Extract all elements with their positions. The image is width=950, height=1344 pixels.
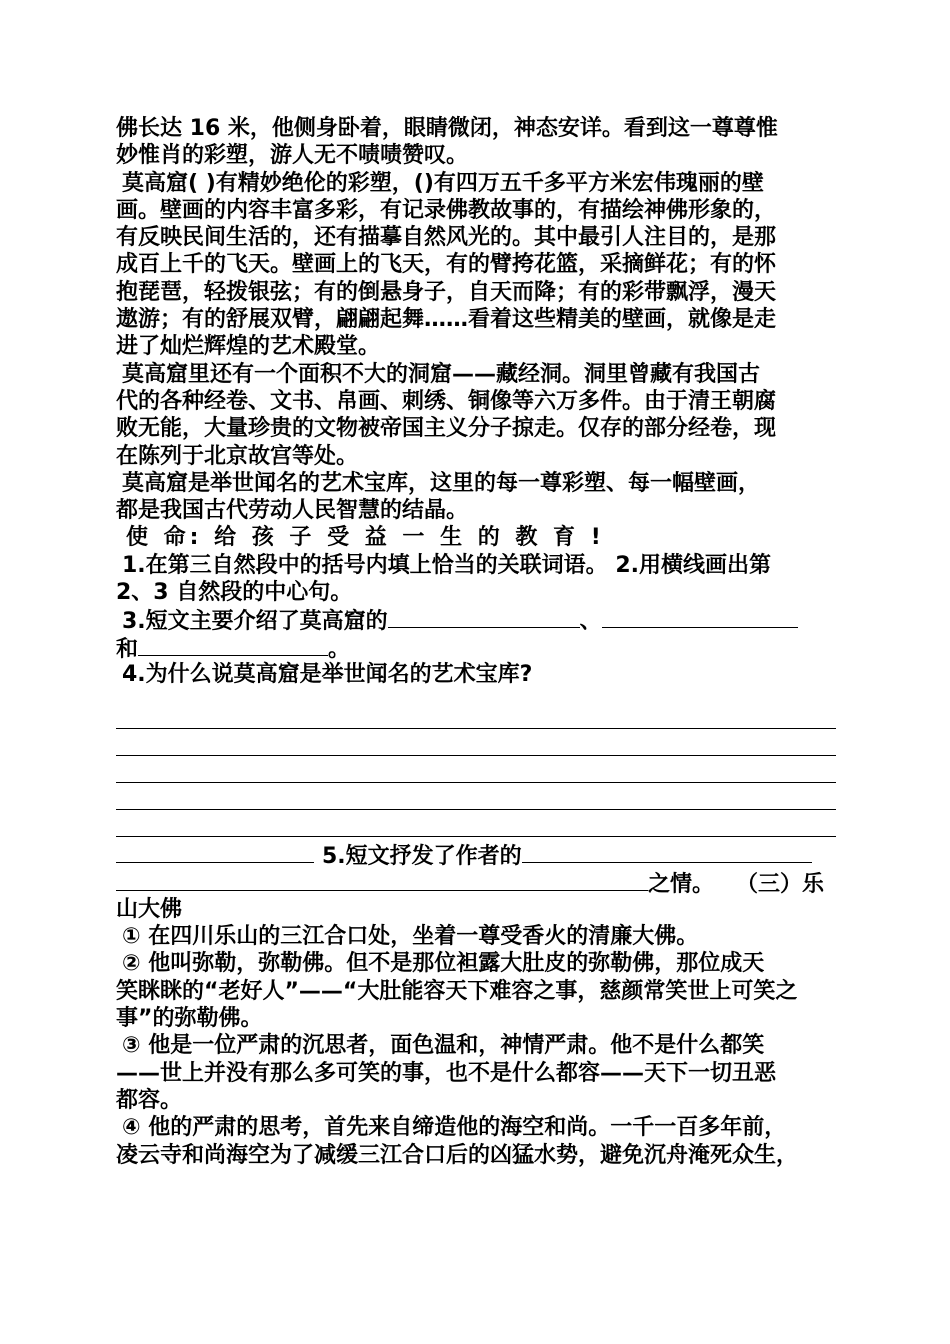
answer-line-2[interactable] xyxy=(116,729,836,756)
question-5-end: 之情。 xyxy=(648,871,715,897)
answer-blank-4[interactable] xyxy=(116,841,314,863)
answer-line-4[interactable] xyxy=(116,783,836,810)
paragraph-2-line-6: 遨游；有的舒展双臂，翩翩起舞……看着这些精美的壁画，就像是走 xyxy=(116,307,777,333)
answer-line-5[interactable] xyxy=(116,810,836,837)
paragraph-2-line-4: 成百上千的飞天。壁画上的飞天，有的臂挎花篮，采摘鲜花；有的怀 xyxy=(116,252,777,278)
answer-blank-2[interactable] xyxy=(602,606,798,628)
question-1-line-2: 2、3 自然段的中心句。 xyxy=(116,580,353,606)
section-3-heading-cont: 山大佛 xyxy=(116,896,183,922)
paragraph-3-line-1: 莫高窟里还有一个面积不大的洞窟——藏经洞。洞里曾藏有我国古 xyxy=(122,361,761,387)
paragraph-2-line-5: 抱琵琶，轻拨银弦；有的倒悬身子，自天而降；有的彩带飘浮，漫天 xyxy=(116,279,777,305)
paragraph-3-line-2: 代的各种经卷、文书、帛画、刺绣、铜像等六万多件。由于清王朝腐 xyxy=(116,388,777,414)
section-3-heading: （三）乐 xyxy=(736,871,825,897)
paragraph-2-line-7: 进了灿烂辉煌的艺术殿堂。 xyxy=(116,334,381,360)
answer-blank-6[interactable] xyxy=(116,869,648,891)
answer-blank-3[interactable] xyxy=(138,634,328,656)
question-3-and: 和 xyxy=(116,636,139,662)
section-3-para-2-line-1: ② 他叫弥勒，弥勒佛。但不是那位袒露大肚皮的弥勒佛，那位成天 xyxy=(122,951,765,977)
section-3-para-3-line-2: ——世上并没有那么多可笑的事，也不是什么都容——天下一切丑恶 xyxy=(116,1060,777,1086)
section-3-para-2-line-3: 事”的弥勒佛。 xyxy=(116,1006,263,1032)
paragraph-4-line-2: 都是我国古代劳动人民智慧的结晶。 xyxy=(116,498,469,524)
question-3-text: 3.短文主要介绍了莫高窟的 xyxy=(122,609,388,635)
slogan: 使 命: 给 孩 子 受 益 一 生 的 教 育 ! xyxy=(126,525,605,551)
answer-blank-1[interactable] xyxy=(388,606,580,628)
section-3-para-3-line-1: ③ 他是一位严肃的沉思者，面色温和，神情严肃。他不是什么都笑 xyxy=(122,1033,765,1059)
paragraph-2-line-2: 画。壁画的内容丰富多彩，有记录佛教故事的，有描绘神佛形象的， xyxy=(116,197,777,223)
paragraph-1-line-1: 佛长达 16 米，他侧身卧着，眼睛微闭，神态安详。看到这一尊尊惟 xyxy=(116,116,778,141)
section-3-para-4-line-1: ④ 他的严肃的思考，首先来自缔造他的海空和尚。一千一百多年前， xyxy=(122,1115,787,1141)
question-3-line-1 xyxy=(116,606,836,633)
paragraph-2-line-3: 有反映民间生活的，还有描摹自然风光的。其中最引人注目的，是那 xyxy=(116,225,777,251)
section-3-para-1: ① 在四川乐山的三江合口处，坐着一尊受香火的清廉大佛。 xyxy=(122,924,699,950)
answer-blank-5[interactable] xyxy=(522,841,812,863)
section-3-para-3-line-3: 都容。 xyxy=(116,1087,183,1113)
question-4: 4.为什么说莫高窟是举世闻名的艺术宝库? xyxy=(122,661,533,687)
question-5-text: 5.短文抒发了作者的 xyxy=(322,844,522,870)
question-1-line-1: 1.在第三自然段中的括号内填上恰当的关联词语。 2.用横线画出第 xyxy=(122,552,771,578)
section-3-para-4-line-2: 凌云寺和尚海空为了减缓三江合口后的凶猛水势，避免沉舟淹死众生， xyxy=(116,1142,799,1168)
paragraph-3-line-4: 在陈列于北京故宫等处。 xyxy=(116,443,359,469)
paragraph-1-line-2: 妙惟肖的彩塑，游人无不啧啧赞叹。 xyxy=(116,143,469,169)
question-3-separator: 、 xyxy=(579,609,602,635)
question-5-line-2 xyxy=(116,869,836,896)
question-3-line-2 xyxy=(116,634,836,661)
worksheet-text xyxy=(116,115,836,1169)
question-3-period: 。 xyxy=(328,636,351,662)
paragraph-4-line-1: 莫高窟是举世闻名的艺术宝库，这里的每一尊彩塑、每一幅壁画， xyxy=(122,470,761,496)
question-5-line-1 xyxy=(116,841,836,868)
paragraph-3-line-3: 败无能，大量珍贵的文物被帝国主义分子掠走。仅存的部分经卷，现 xyxy=(116,416,777,442)
paragraph-2-line-1: 莫高窟( )有精妙绝伦的彩塑，()有四万五千多平方米宏伟瑰丽的壁 xyxy=(122,170,764,196)
answer-line-1[interactable] xyxy=(116,702,836,729)
answer-line-3[interactable] xyxy=(116,756,836,783)
section-3-para-2-line-2: 笑眯眯的“老好人”——“大肚能容天下难容之事，慈颜常笑世上可笑之 xyxy=(116,978,798,1004)
